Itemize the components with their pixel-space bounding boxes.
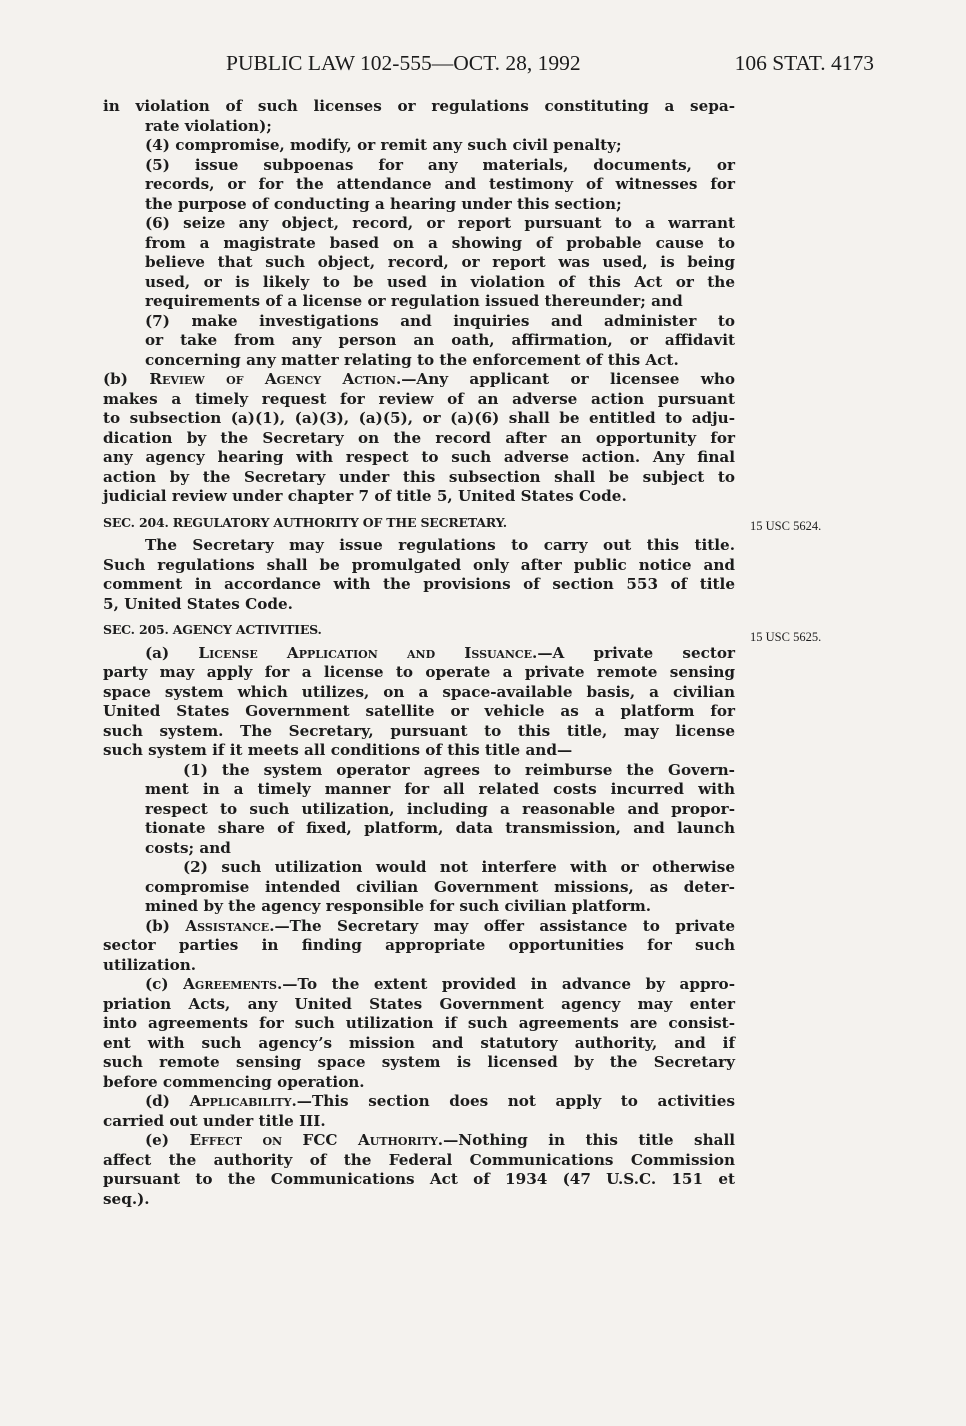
section-heading-205: SEC. 205. AGENCY ACTIVITIES.: [103, 622, 322, 637]
paragraph-a1: [103, 761, 735, 859]
subsection-caption: Effect on FCC Authority.: [189, 1131, 444, 1149]
margin-citation-5624: 15 USC 5624.: [750, 519, 822, 533]
margin-citation-5625: 15 USC 5625.: [750, 630, 822, 644]
text-line: United States Government satellite or vehicle as a platform for: [103, 702, 735, 720]
text-line: The Secretary may issue regulations to carry out this title.: [145, 536, 735, 554]
text-line: such system. The Secretary, pursuant to this title, may license: [103, 721, 735, 740]
text-line: the purpose of conducting a hearing under this section;: [145, 194, 622, 213]
text-span: —A private sector: [537, 643, 736, 662]
text-line: believe that such object, record, or report was used, is being: [145, 253, 735, 271]
text-line: (1) the system operator agrees to reimburse the Govern-: [183, 760, 735, 779]
running-head-title: PUBLIC LAW 102-555—OCT. 28, 1992: [226, 51, 581, 75]
text-line: such remote sensing space system is licensed by the Secretary: [103, 1053, 735, 1071]
text-line: concerning any matter relating to the enforcement of this Act.: [145, 350, 679, 369]
subsection-caption: Review of Agency Action.: [149, 370, 402, 388]
text-line: (7) make investigations and inquiries and administer to: [145, 311, 735, 330]
text-line: requirements of a license or regulation issued thereunder; and: [145, 292, 683, 310]
text-line: respect to such utilization, including a reasonable and propor-: [145, 799, 735, 818]
paragraph-item-5: [103, 156, 735, 215]
section-204-body: [103, 536, 735, 614]
text-line: costs; and: [145, 838, 231, 857]
text-line: Such regulations shall be promulgated only after public notice and: [103, 555, 735, 574]
text-line: seq.).: [103, 1189, 150, 1208]
text-line: ent with such agency’s mission and statutory authority, and if: [103, 1033, 735, 1052]
subsection-a-license: [103, 644, 735, 761]
text-line: pursuant to the Communications Act of 1934 (47 U.S.C. 151 et: [103, 1170, 735, 1188]
text-line: judicial review under chapter 7 of title 5, United States Code.: [103, 487, 627, 505]
paragraph-item-7: [103, 312, 735, 371]
subsection-caption: Applicability.: [189, 1092, 297, 1110]
text-line: affect the authority of the Federal Communications Commission: [103, 1150, 735, 1169]
running-head: [226, 50, 874, 76]
text-line: such system if it meets all conditions of this title and—: [103, 741, 573, 759]
subsection-label: (e): [145, 1131, 190, 1149]
subsection-caption: Agreements.: [183, 975, 283, 993]
paragraph-item-4: [103, 136, 735, 156]
subsection-label: (b): [103, 370, 150, 388]
text-line: used, or is likely to be used in violation of this Act or the: [145, 272, 735, 291]
text-line: 5, United States Code.: [103, 594, 293, 613]
text-line: compromise intended civilian Government missions, as deter-: [145, 877, 735, 896]
text-line: space system which utilizes, on a space-available basis, a civilian: [103, 682, 735, 701]
subsection-e-fcc: [103, 1131, 735, 1209]
text-line: [103, 1092, 735, 1112]
text-line: makes a timely request for review of an adverse action pursuant: [103, 389, 735, 408]
text-span: —The Secretary may offer assistance to private: [274, 916, 736, 935]
text-line: [103, 1131, 735, 1151]
subsection-label: (b): [145, 916, 186, 935]
subsection-label: (d): [145, 1092, 190, 1110]
paragraph-continuation: [103, 97, 735, 136]
text-line: dication by the Secretary on the record after an opportunity for: [103, 428, 735, 447]
subsection-caption: Assistance.: [185, 916, 275, 935]
text-line: party may apply for a license to operate a private remote sensing: [103, 663, 735, 681]
text-line: sector parties in finding appropriate opportunities for such: [103, 936, 735, 954]
text-line: records, or for the attendance and testimony of witnesses for: [145, 175, 735, 193]
text-line: before commencing operation.: [103, 1072, 365, 1091]
subsection-caption: License Application and Issuance.: [198, 643, 538, 662]
running-head-stat-page: 106 STAT. 4173: [734, 51, 874, 75]
text-line: (4) compromise, modify, or remit any such civil penalty;: [145, 136, 622, 154]
text-line: [103, 917, 735, 937]
subsection-c-agreements: [103, 975, 735, 1092]
text-line: or take from any person an oath, affirmation, or affidavit: [145, 331, 735, 349]
text-line: rate violation);: [145, 116, 272, 135]
text-span: —This section does not apply to activities: [296, 1092, 735, 1110]
text-line: comment in accordance with the provisions of section 553 of title: [103, 575, 735, 593]
text-line: in violation of such licenses or regulations constituting a sepa-: [103, 97, 735, 115]
text-line: tionate share of fixed, platform, data transmission, and launch: [145, 819, 735, 837]
text-line: carried out under title III.: [103, 1111, 326, 1130]
text-line: (6) seize any object, record, or report pursuant to a warrant: [145, 214, 735, 232]
text-line: (2) such utilization would not interfere with or otherwise: [183, 858, 735, 876]
text-line: priation Acts, any United States Government agency may enter: [103, 994, 735, 1013]
subsection-d-applicability: [103, 1092, 735, 1131]
subsection-b-assistance: [103, 917, 735, 976]
text-line: [103, 975, 735, 995]
text-line: [103, 370, 735, 390]
text-line: action by the Secretary under this subsection shall be subject to: [103, 467, 735, 486]
subsection-label: (a): [145, 643, 199, 662]
paragraph-a2: [103, 858, 735, 917]
text-line: utilization.: [103, 955, 197, 974]
text-span: —To the extent provided in advance by appro-: [282, 975, 735, 993]
body-text: [103, 97, 735, 1209]
text-line: to subsection (a)(1), (a)(3), (a)(5), or (a)(6) shall be entitled to adju-: [103, 409, 735, 427]
subsection-b-review: [103, 370, 735, 507]
text-line: any agency hearing with respect to such adverse action. Any final: [103, 448, 735, 466]
text-line: from a magistrate based on a showing of probable cause to: [145, 233, 735, 252]
text-line: (5) issue subpoenas for any materials, documents, or: [145, 155, 735, 174]
text-line: [103, 644, 735, 664]
text-span: —Any applicant or licensee who: [401, 370, 735, 388]
text-span: —Nothing in this title shall: [443, 1131, 735, 1149]
text-line: into agreements for such utilization if such agreements are consist-: [103, 1014, 735, 1032]
subsection-label: (c): [145, 975, 184, 993]
text-line: mined by the agency responsible for such civilian platform.: [145, 897, 652, 915]
text-line: ment in a timely manner for all related costs incurred with: [145, 780, 735, 798]
section-heading-204: SEC. 204. REGULATORY AUTHORITY OF THE SECRETARY.: [103, 514, 507, 530]
paragraph-item-6: [103, 214, 735, 312]
